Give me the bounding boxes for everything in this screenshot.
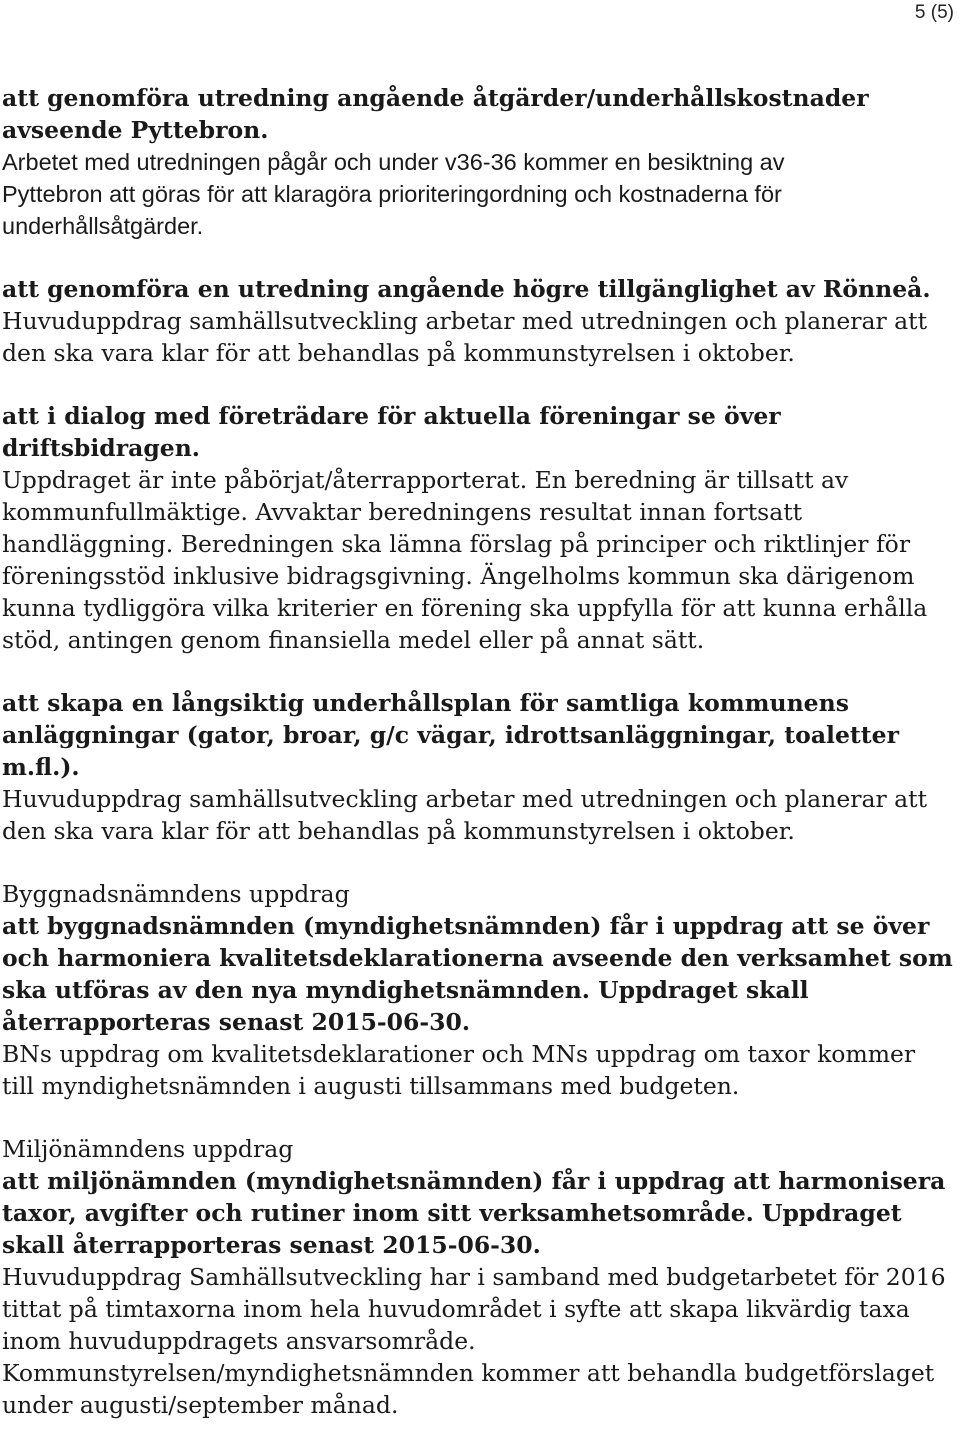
paragraph-driftsbidrag [2, 400, 952, 656]
section-heading: Byggnadsnämndens uppdrag [2, 880, 350, 908]
status-text-line: kunna tydliggöra vilka kriterier en förening ska uppfylla för att kunna erhålla [2, 594, 928, 622]
status-text-line: kommunfullmäktige. Avvaktar beredningens resultat innan fortsatt [2, 498, 803, 526]
task-heading-line: taxor, avgifter och rutiner inom sitt verksamhetsområde. Uppdraget [2, 1199, 902, 1227]
paragraph-byggnadsnamnden [2, 878, 952, 1102]
task-heading-line: m.fl.). [2, 753, 80, 781]
status-text-line: Huvuduppdrag samhällsutveckling arbetar med utredningen och planerar att [2, 785, 928, 813]
task-heading-line: ska utföras av den nya myndighetsnämnden. Uppdraget skall [2, 976, 809, 1004]
task-heading-line: att genomföra en utredning angående högre tillgänglighet av Rönneå. [2, 275, 931, 303]
status-text-line: Huvuduppdrag samhällsutveckling arbetar med utredningen och planerar att [2, 307, 928, 335]
paragraph-ronnea [2, 273, 952, 369]
status-text-line: tittat på timtaxorna inom hela huvudområdet i syfte att skapa likvärdig taxa [2, 1295, 910, 1323]
status-text-line: under augusti/september månad. [2, 1391, 399, 1419]
task-heading-line: återrapporteras senast 2015-06-30. [2, 1008, 471, 1036]
status-text-line: föreningsstöd inklusive bidragsgivning. Ängelholms kommun ska därigenom [2, 562, 915, 590]
section-heading: Miljönämndens uppdrag [2, 1135, 294, 1163]
paragraph-pyttebron [2, 82, 952, 242]
task-heading-line: driftsbidragen. [2, 434, 200, 462]
status-text-line: inom huvuduppdragets ansvarsområde. [2, 1327, 476, 1355]
task-heading-line: att miljönämnden (myndighetsnämnden) får i uppdrag att harmonisera [2, 1167, 946, 1195]
task-heading-line: att i dialog med företrädare för aktuella föreningar se över [2, 402, 781, 430]
page-number: 5 (5) [914, 2, 954, 23]
task-heading-line: anläggningar (gator, broar, g/c vägar, idrottsanläggningar, toaletter [2, 721, 899, 749]
paragraph-underhallsplan [2, 687, 952, 847]
status-text-line: BNs uppdrag om kvalitetsdeklarationer och MNs uppdrag om taxor kommer [2, 1040, 916, 1068]
status-text-line: till myndighetsnämnden i augusti tillsammans med budgeten. [2, 1072, 740, 1100]
task-heading-line: avseende Pyttebron. [2, 116, 269, 144]
status-text-line: underhållsåtgärder. [2, 213, 204, 239]
status-text-line: stöd, antingen genom finansiella medel eller på annat sätt. [2, 626, 705, 654]
task-heading-line: att skapa en långsiktig underhållsplan för samtliga kommunens [2, 689, 849, 717]
task-heading-line: att byggnadsnämnden (myndighetsnämnden) får i uppdrag att se över [2, 912, 930, 940]
status-text-line: den ska vara klar för att behandlas på kommunstyrelsen i oktober. [2, 817, 795, 845]
task-heading-line: och harmoniera kvalitetsdeklarationerna avseende den verksamhet som [2, 944, 953, 972]
paragraph-miljonamnden [2, 1133, 952, 1421]
status-text-line: Pyttebron att göras för att klaragöra prioriteringordning och kostnaderna för [2, 181, 782, 207]
status-text-line: den ska vara klar för att behandlas på kommunstyrelsen i oktober. [2, 339, 795, 367]
task-heading-line: skall återrapporteras senast 2015-06-30. [2, 1231, 541, 1259]
status-text-line: Kommunstyrelsen/myndighetsnämnden kommer att behandla budgetförslaget [2, 1359, 935, 1387]
status-text-line: Huvuduppdrag Samhällsutveckling har i samband med budgetarbetet för 2016 [2, 1263, 946, 1291]
status-text-line: handläggning. Beredningen ska lämna förslag på principer och riktlinjer för [2, 530, 911, 558]
status-text-line: Uppdraget är inte påbörjat/återrapporterat. En beredning är tillsatt av [2, 466, 849, 494]
task-heading-line: att genomföra utredning angående åtgärder/underhållskostnader [2, 84, 869, 112]
document-body [2, 82, 952, 1421]
status-text-line: Arbetet med utredningen pågår och under v36-36 kommer en besiktning av [2, 149, 785, 175]
